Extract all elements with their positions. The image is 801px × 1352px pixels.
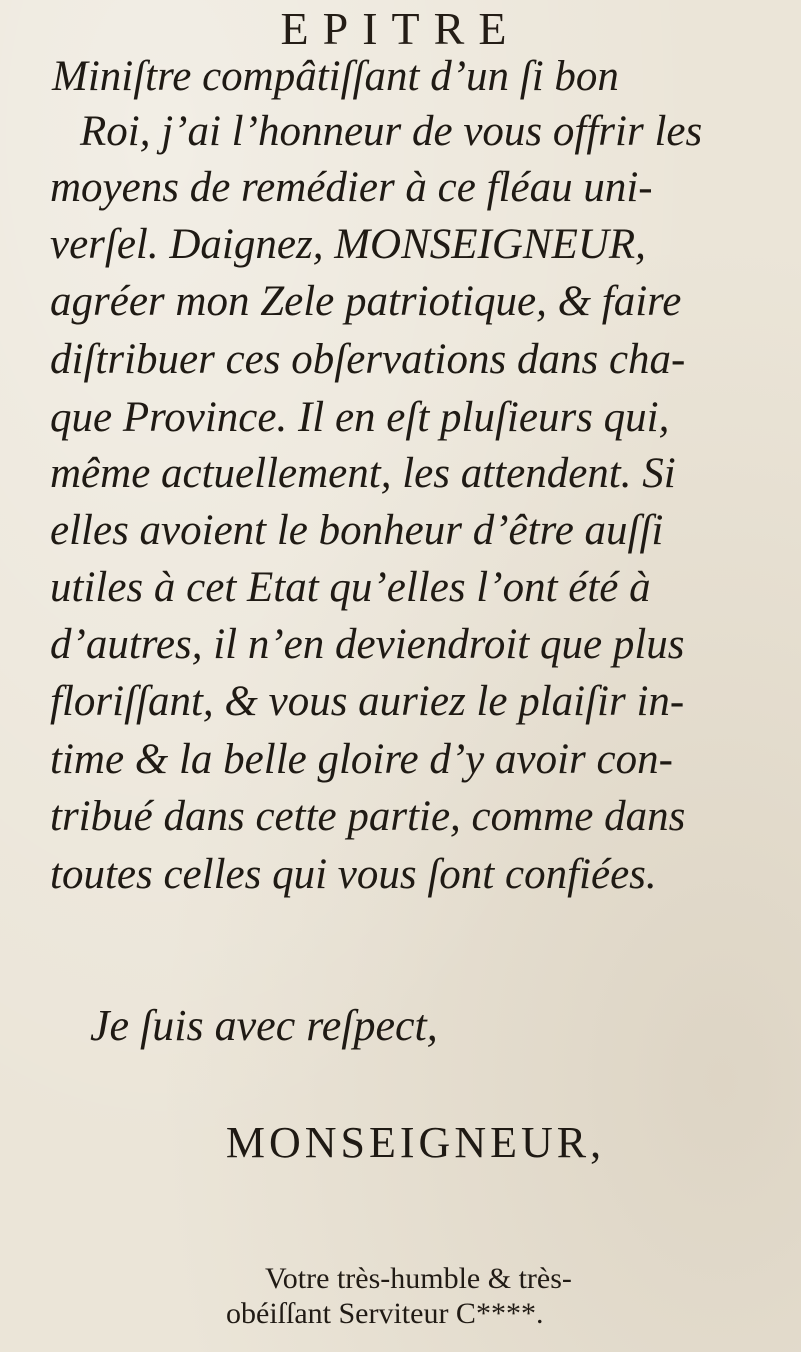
body-line-1: Miniſtre compâtiſſant d’un ſi bon [52,53,619,100]
body-line-15: toutes celles qui vous ſont confiées. [50,851,657,898]
address-title: MONSEIGNEUR, [225,1118,606,1167]
body-line-14: tribué dans cette partie, comme dans [50,793,686,840]
body-line-5: agréer mon Zele patriotique, & faire [50,278,682,325]
salutation: Je ſuis avec reſpect, [90,1001,438,1050]
body-line-9: elles avoient le bonheur d’être auſſi [50,507,664,554]
body-line-10: utiles à cet Etat qu’elles l’ont été à [50,564,651,611]
body-line-12: floriſſant, & vous auriez le plaiſir in- [50,678,685,725]
body-line-11: d’autres, il n’en deviendroit que plus [50,621,685,668]
body-line-7: que Province. Il en eſt pluſieurs qui, [50,394,670,441]
closing-line-2: obéiſſant Serviteur C****. [226,1297,544,1330]
page-header-title: EPITRE [280,3,521,54]
closing-line-1: Votre très-humble & très- [265,1262,572,1295]
body-line-8: même actuellement, les attendent. Si [50,450,676,497]
body-line-6: diſtribuer ces obſervations dans cha- [50,336,686,383]
body-line-2: Roi, j’ai l’honneur de vous offrir les [80,108,703,155]
body-line-13: time & la belle gloire d’y avoir con- [50,736,673,783]
body-line-4: verſel. Daignez, MONSEIGNEUR, [50,221,646,268]
body-line-3: moyens de remédier à ce fléau uni- [50,164,653,211]
